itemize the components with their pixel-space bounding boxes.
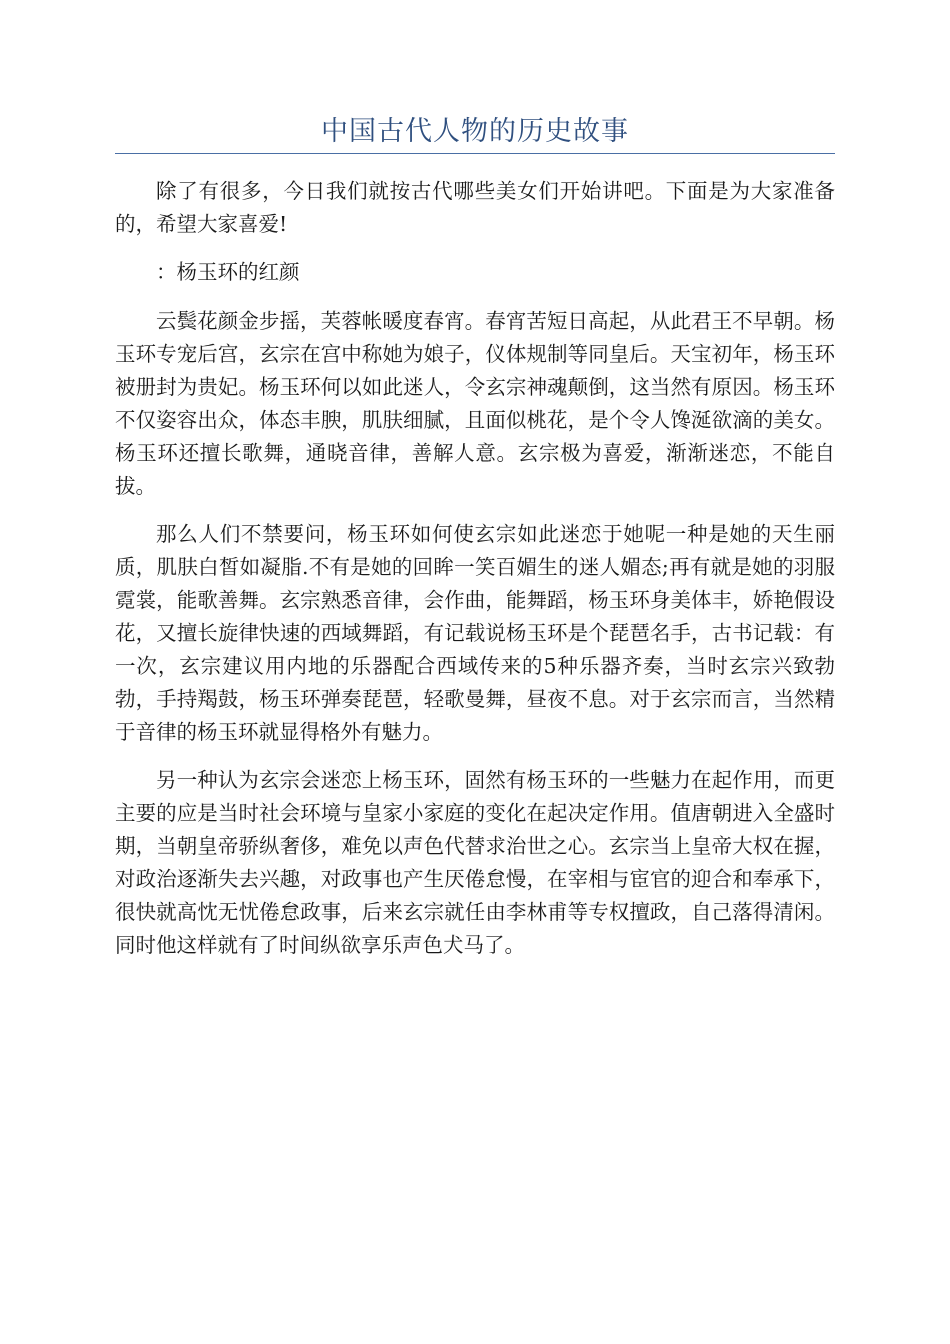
body-paragraph-2: 那么人们不禁要问，杨玉环如何使玄宗如此迷恋于她呢一种是她的天生丽质，肌肤白皙如凝脂.不有是她的回眸一笑百媚生的迷人媚态;再有就是她的羽服霓裳，能歌善舞。玄宗熟悉音律，会作曲，能舞蹈，杨玉环身美体丰，娇艳假设花，又擅长旋律快速的西域舞蹈，有记载说杨玉环是个琵琶名手，古书记载：有一次，玄宗建议用内地的乐器配合西域传来的5种乐器齐奏，当时玄宗兴致勃勃，手持羯鼓，杨玉环弹奏琵琶，轻歌曼舞，昼夜不息。对于玄宗而言，当然精于音律的杨玉环就显得格外有魅力。 [115, 522, 835, 744]
section-heading: ：杨玉环的红颜 [156, 260, 300, 284]
body-paragraph-3: 另一种认为玄宗会迷恋上杨玉环，固然有杨玉环的一些魅力在起作用，而更主要的应是当时社会环境与皇家小家庭的变化在起决定作用。值唐朝进入全盛时期，当朝皇帝骄纵奢侈，难免以声色代替求治世之心。玄宗当上皇帝大权在握，对政治逐渐失去兴趣，对政事也产生厌倦怠慢，在宰相与宦官的迎合和奉承下，很快就高忱无忧倦怠政事，后来玄宗就任由李林甫等专权擅政，自己落得清闲。同时他这样就有了时间纵欲享乐声色犬马了。 [115, 768, 835, 957]
document-body [115, 175, 835, 977]
intro-paragraph: 除了有很多，今日我们就按古代哪些美女们开始讲吧。下面是为大家准备的，希望大家喜爱! [115, 179, 835, 236]
document-title: 中国古代人物的历史故事 [321, 116, 629, 147]
title-underline-divider [115, 153, 835, 154]
body-paragraph-1: 云鬓花颜金步摇，芙蓉帐暖度春宵。春宵苦短日高起，从此君王不早朝。杨玉环专宠后宫，玄宗在宫中称她为娘子，仪体规制等同皇后。天宝初年，杨玉环被册封为贵妃。杨玉环何以如此迷人，令玄宗神魂颠倒，这当然有原因。杨玉环不仅姿容出众，体态丰腴，肌肤细腻，且面似桃花，是个令人馋涎欲滴的美女。杨玉环还擅长歌舞，通晓音律，善解人意。玄宗极为喜爱，渐渐迷恋，不能自拔。 [115, 309, 835, 498]
